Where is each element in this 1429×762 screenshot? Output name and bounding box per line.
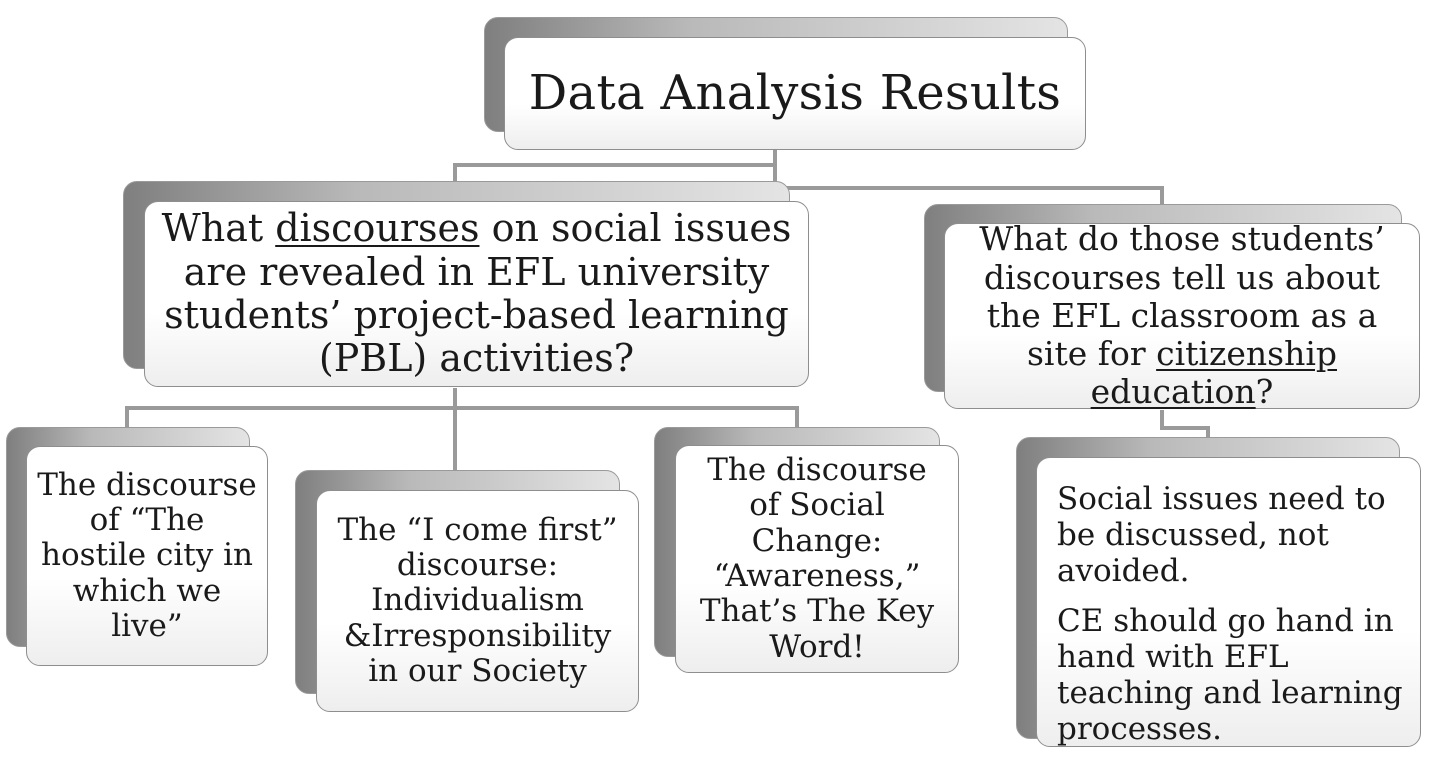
finding-node-2-box [316,490,639,712]
implication-2-text: CE should go hand in hand with EFL teaching and learning processes. [1057,602,1403,747]
finding-1-text: The discourse of “The hostile city in which we live” [37,466,257,644]
finding-node-1-box [26,446,268,666]
question2-underlined-term: citizenship education [1090,334,1337,412]
question1-text-before: What [161,206,276,251]
implications-node-box [1036,457,1421,747]
question1-underlined-term: discourses [275,206,480,251]
connector-title-q1 [455,150,775,182]
question1-node-box [144,201,809,387]
finding-node-3-box [675,445,959,673]
title-node-box [504,37,1086,150]
question1-text-after: on social issues are revealed in EFL university students’ project-based learning (PBL) activities? [164,206,792,381]
finding-2-text: The “I come first” discourse: Individualism &Irresponsibility in our Society [337,511,618,689]
connector-title-q2 [775,165,1162,206]
connector-q1-findings [127,388,455,428]
page-title: Data Analysis Results [528,65,1062,122]
question2-node-box [944,219,1420,412]
finding-3-text: The discourse of Social Change: “Awareness,” That’s The Key Word! [699,452,935,665]
question2-text [955,220,1409,411]
connector-q2-implications [1162,410,1208,438]
question2-text-after: ? [1255,372,1274,412]
connector-q1-finding3 [455,408,797,428]
question1-text [161,207,792,380]
implication-1-text: Social issues need to be discussed, not avoided. [1057,481,1386,589]
implications-list [1057,482,1406,762]
question2-text-before: What do those students’ discourses tell us about the EFL classroom as a site for [979,219,1385,374]
